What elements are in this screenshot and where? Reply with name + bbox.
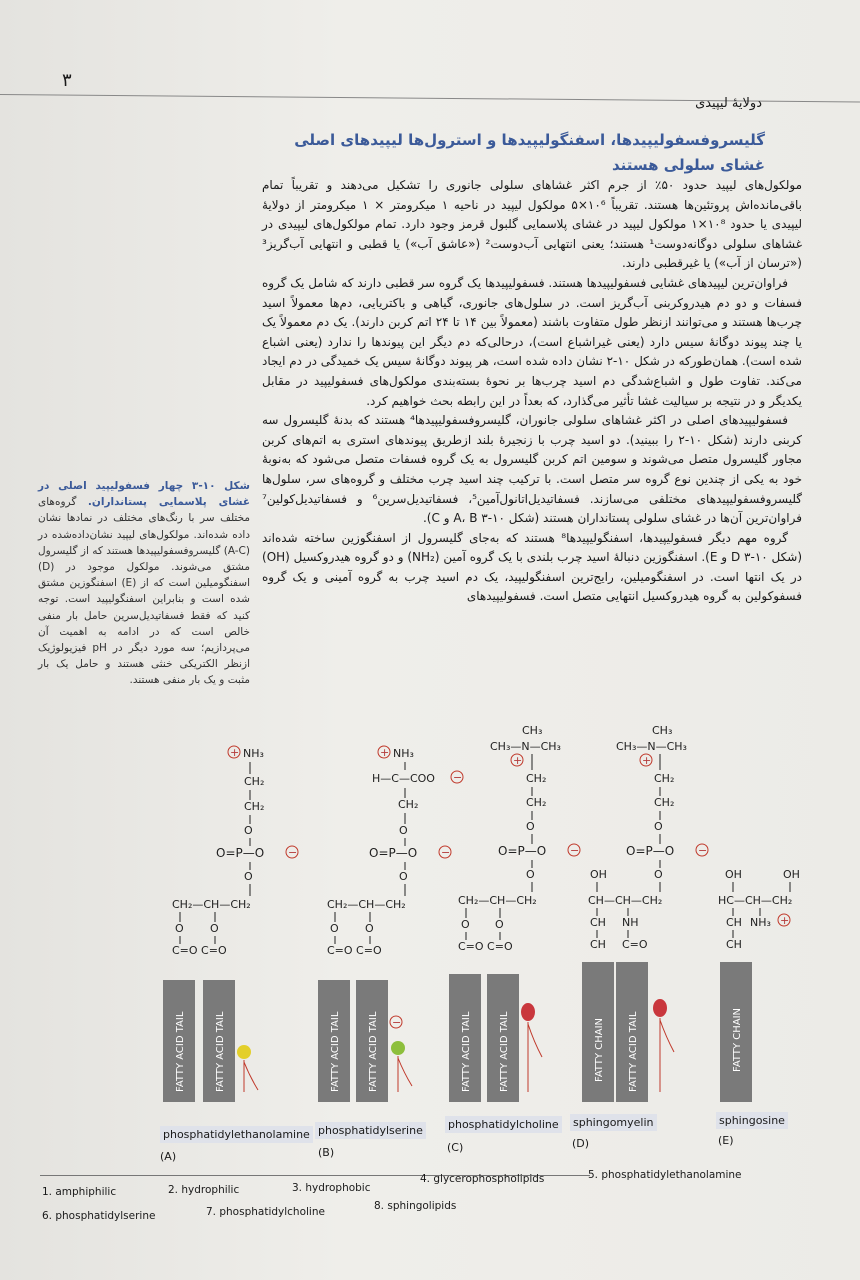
svg-text:−: − — [698, 844, 708, 857]
svg-text:O: O — [526, 868, 535, 881]
svg-text:CH₂: CH₂ — [398, 798, 419, 811]
svg-text:CH: CH — [590, 916, 606, 929]
svg-text:C=O C=O: C=O C=O — [458, 940, 513, 953]
svg-text:CH₂—CH—CH₂: CH₂—CH—CH₂ — [327, 898, 406, 911]
molecule-letter-d: (D) — [572, 1137, 590, 1150]
svg-text:+: + — [230, 746, 240, 759]
svg-text:O: O — [365, 922, 374, 935]
paragraph: فراوان‌ترین لیپیدهای غشایی فسفولیپیدها هستند. فسفولیپیدها یک گروه سر قطبی دارند که شامل یک گروه فسفات و دو دم هیدروکربنی آب‌گریز است. در سلول‌های جانوری، گیاهی و باکتریایی، دم‌ها معمولاً اسید چرب‌ها هستند و می‌توانند ازنظر طول متفاوت باشند (معمولاً بین ۱۴ تا ۲۴ اتم کربن دارند). یک دم معمولاً یک یا چند پیوند دوگانهٔ سیس دارد (یعنی غیراشباع است)، درحالی‌که دم دیگر این پیوندها را ندارد (یعنی اشباع شده است). همان‌طورکه در شکل ۱۰-۲ نشان داده شده است، هر پیوند دوگانهٔ سیس یک خمیدگی در دم ایجاد می‌کند. تفاوت طول و اشباع‌شدگی دم اسید چرب‌ها بر نحوهٔ بسته‌بندی مولکول‌های فسفولیپید در مقابل یکدیگر و در نتیجه بر سیالیت غشا تأثیر می‌گذارد، که بعداً در این رابطه بحث خواهیم کرد. — [262, 275, 802, 408]
svg-text:−: − — [570, 844, 580, 857]
svg-text:OH: OH — [725, 868, 742, 881]
tail-label: FATTY ACID TAIL — [628, 1011, 639, 1092]
svg-text:O=P—O: O=P—O — [369, 846, 418, 860]
svg-text:NH₃: NH₃ — [750, 916, 771, 929]
svg-text:O: O — [175, 922, 184, 935]
molecule-name-b: phosphatidylserine — [315, 1122, 426, 1139]
footnote: 3. hydrophobic — [292, 1182, 371, 1194]
svg-text:O: O — [210, 922, 219, 935]
svg-text:O=P—O: O=P—O — [626, 844, 675, 858]
svg-text:CH—CH—CH₂: CH—CH—CH₂ — [588, 894, 663, 907]
tail-label: FATTY ACID TAIL — [330, 1011, 341, 1092]
svg-text:−: − — [441, 846, 451, 859]
svg-text:O: O — [399, 824, 408, 837]
svg-text:O=P—O: O=P—O — [498, 844, 547, 858]
svg-text:+: + — [513, 754, 523, 767]
svg-text:O: O — [330, 922, 339, 935]
body-text — [262, 176, 802, 607]
molecule-letter-b: (B) — [318, 1146, 335, 1159]
tail-label: FATTY ACID TAIL — [461, 1011, 472, 1092]
molecule-name-e: sphingosine — [716, 1112, 788, 1129]
footnote: 8. sphingolipids — [374, 1200, 457, 1212]
svg-text:CH: CH — [590, 938, 606, 951]
molecule-name-d: sphingomyelin — [570, 1114, 657, 1131]
svg-text:CH₂: CH₂ — [244, 775, 265, 788]
footnote: 6. phosphatidylserine — [42, 1210, 156, 1222]
svg-text:NH₃: NH₃ — [393, 747, 414, 760]
phospholipid-diagram — [0, 712, 860, 1152]
svg-text:NH₃: NH₃ — [243, 747, 264, 760]
svg-text:O: O — [495, 918, 504, 931]
svg-text:CH₂: CH₂ — [526, 796, 547, 809]
page-number: ۳ — [62, 70, 72, 91]
svg-text:CH: CH — [726, 916, 742, 929]
svg-text:CH₃—N—CH₃: CH₃—N—CH₃ — [616, 740, 687, 753]
figure-caption — [38, 478, 250, 689]
molecule-name-a: phosphatidylethanolamine — [160, 1126, 313, 1143]
svg-text:+: + — [642, 754, 652, 767]
svg-text:O: O — [654, 820, 663, 833]
svg-text:−: − — [453, 771, 463, 784]
svg-text:OH: OH — [783, 868, 800, 881]
chain-label: FATTY CHAIN — [594, 1018, 605, 1082]
tail-label: FATTY ACID TAIL — [215, 1011, 226, 1092]
svg-text:CH₂—CH—CH₂: CH₂—CH—CH₂ — [172, 898, 251, 911]
svg-text:H—C—COO: H—C—COO — [372, 772, 435, 785]
footnote: 7. phosphatidylcholine — [206, 1206, 325, 1218]
svg-text:C=O: C=O — [622, 938, 648, 951]
svg-text:−: − — [288, 846, 298, 859]
svg-text:O: O — [399, 870, 408, 883]
svg-text:CH₃: CH₃ — [652, 724, 673, 737]
paragraph: فسفولیپیدهای اصلی در اکثر غشاهای سلولی جانوران، گلیسروفسفولیپیدها⁴ هستند که بدنهٔ گلیسرول سه کربنی دارند (شکل ۱۰-۲ را ببینید). دو اسید چرب با زنجیرهٔ بلند ازطریق پیوندهای استری به اتم‌های کربن مجاور گلیسرول متصل می‌شوند و سومین اتم کربن گلیسرول به یک گروه فسفات متصل می‌شود که به‌نوبهٔ خود به یکی از چندین نوع گروه سر متصل است. با ترکیب چند اسید چرب مختلف و گروه‌های سر، سلول‌ها گلیسروفسفولیپیدهای مختلفی می‌سازند. فسفاتیدیل‌اتانول‌آمین⁵، فسفاتیدیل‌سرین⁶ و فسفاتیدیل‌کولین⁷ فراوان‌ترین آن‌ها در غشای سلولی پستانداران هستند (شکل ۱۰-۳ A، B و C). — [262, 413, 802, 526]
svg-text:O: O — [461, 918, 470, 931]
svg-text:CH₃—N—CH₃: CH₃—N—CH₃ — [490, 740, 561, 753]
svg-text:CH₃: CH₃ — [522, 724, 543, 737]
svg-text:C=O C=O: C=O C=O — [327, 944, 382, 957]
tail-label: FATTY ACID TAIL — [368, 1011, 379, 1092]
svg-text:OH: OH — [590, 868, 607, 881]
caption-title: شکل ۱۰-۳ چهار فسفولیپید اصلی در غشای پلاسمایی پستانداران. — [38, 480, 250, 509]
tail-label: FATTY ACID TAIL — [175, 1011, 186, 1092]
svg-text:HC—CH—CH₂: HC—CH—CH₂ — [718, 894, 793, 907]
molecule-e — [718, 868, 800, 1102]
molecule-letter-c: (C) — [447, 1141, 464, 1154]
paragraph: گروه مهم دیگر فسفولیپیدها، اسفنگولیپیدها⁸ هستند که به‌جای گلیسرول از اسفنگوزین ساخته شده‌اند (شکل ۱۰-۳ D و E). اسفنگوزین دنبالهٔ اسید چرب بلندی با یک گروه آمین (NH₂) و دو گروه هیدروکسیل (OH) در یک انتها است. در اسفنگومیلین، رایج‌ترین اسفنگولیپید، یک دم اسید چرب به گروه آمینی و یک گروه فسفوکولین به گروه هیدروکسیل انتهایی متصل است. فسفولیپیدهای — [262, 530, 803, 604]
footnote: 2. hydrophilic — [168, 1184, 240, 1196]
svg-text:O: O — [244, 870, 253, 883]
footnote: 1. amphiphilic — [42, 1186, 117, 1198]
molecule-letter-a: (A) — [160, 1150, 177, 1163]
svg-text:O=P—O: O=P—O — [216, 846, 265, 860]
footnote: 5. phosphatidylethanolamine — [588, 1169, 742, 1181]
svg-text:CH₂: CH₂ — [654, 772, 675, 785]
svg-text:O: O — [244, 824, 253, 837]
section-heading: گلیسروفسفولیپیدها، اسفنگولیپیدها و استرول‌ها لیپیدهای اصلی غشای سلولی هستند — [294, 131, 765, 174]
footnote: 4. glycerophospholipids — [420, 1173, 545, 1185]
svg-text:CH₂: CH₂ — [654, 796, 675, 809]
svg-text:CH: CH — [726, 938, 742, 951]
molecule-letter-e: (E) — [718, 1134, 734, 1147]
svg-text:−: − — [392, 1016, 402, 1029]
svg-text:C=O C=O: C=O C=O — [172, 944, 227, 957]
svg-text:+: + — [780, 914, 790, 927]
svg-text:CH₂: CH₂ — [526, 772, 547, 785]
paragraph: مولکول‌های لیپید حدود ۵۰٪ از جرم اکثر غشاهای سلولی جانوری را تشکیل می‌دهند و تقریباً تمام باقی‌مانده‌اش پروتئین‌ها هستند. تقریباً ۱۰⁶×۵ مولکول لیپید در ناحیه ۱ میکرومتر × ۱ میکرومتر از دولایهٔ لیپیدی یا حدود ۱۰⁸×۱ مولکول لیپید در غشای پلاسمایی گلبول قرمز وجود دارد. تمام مولکول‌های لیپیدی در غشاهای سلولی دوگانه‌دوست¹ هستند؛ یعنی انتهایی آب‌دوست² («عاشق آب») یا قطبی و انتهایی آب‌گریز³ («ترسان از آب») یا غیرقطبی دارند. — [262, 178, 802, 271]
svg-text:CH₂: CH₂ — [244, 800, 265, 813]
svg-text:O: O — [526, 820, 535, 833]
svg-text:+: + — [380, 746, 390, 759]
tail-label: FATTY ACID TAIL — [499, 1011, 510, 1092]
svg-text:CH₂—CH—CH₂: CH₂—CH—CH₂ — [458, 894, 537, 907]
running-head: دولایهٔ لیپیدی — [695, 96, 762, 111]
svg-text:O: O — [654, 868, 663, 881]
molecule-name-c: phosphatidylcholine — [445, 1116, 562, 1133]
caption-text: گروه‌های مختلف سر با رنگ‌های مختلف در نمادها نشان داده شده‌اند. مولکول‌های لیپید نشان‌داده‌شده در (A-C) گلیسروفسفولیپیدها هستند که از گلیسرول مشتق می‌شوند. مولکول موجود در (D) اسفنگومیلین است که از (E) اسفنگوزین مشتق شده است و بنابراین اسفنگولیپید است. توجه کنید که فقط فسفاتیدیل‌سرین حامل بار منفی خالص است که در ادامه به اهمیت آن می‌پردازیم؛ سه مورد دیگر در pH فیزیولوژیک ازنظر الکتریکی خنثی هستند و حامل یک بار مثبت و یک بار منفی هستند. — [38, 496, 251, 687]
chain-label: FATTY CHAIN — [732, 1008, 743, 1072]
svg-text:NH: NH — [622, 916, 639, 929]
